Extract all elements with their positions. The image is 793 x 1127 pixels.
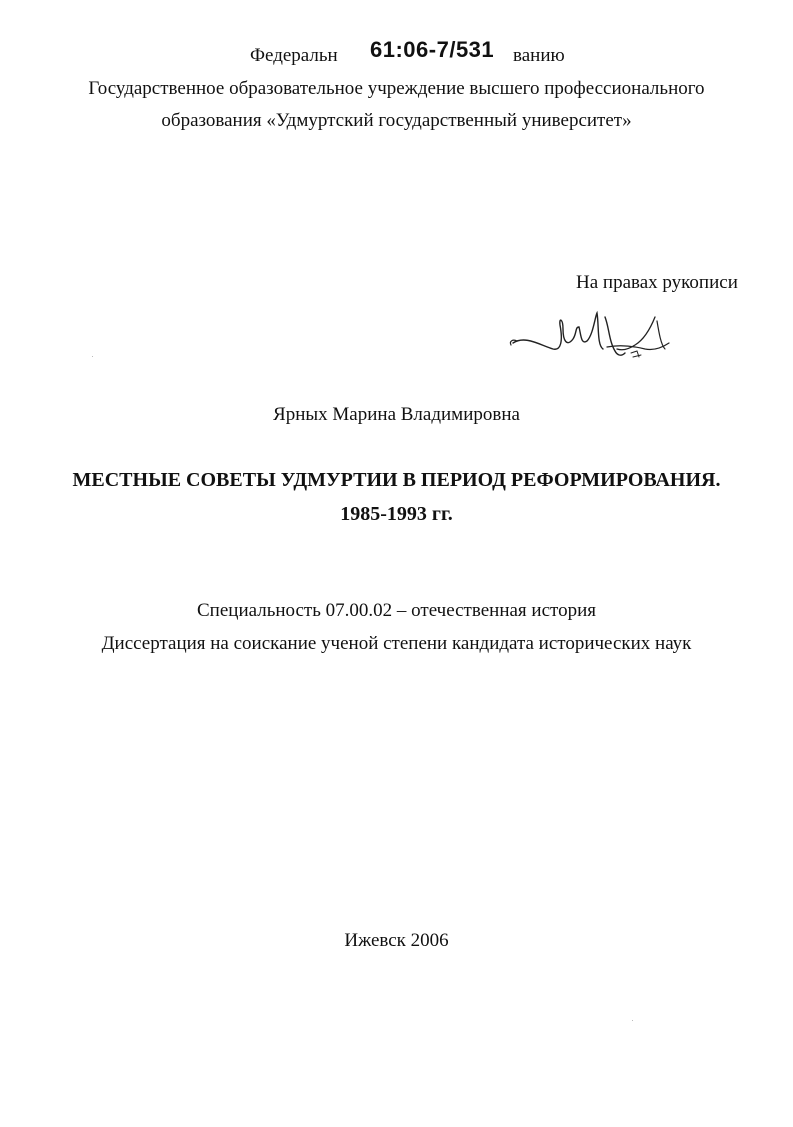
dissertation-title-line-1: МЕСТНЫЕ СОВЕТЫ УДМУРТИИ В ПЕРИОД РЕФОРМИРОВАНИЯ. — [72, 469, 721, 491]
handwritten-signature — [505, 305, 680, 365]
degree-line: Диссертация на соискание ученой степени кандидата исторических наук — [101, 633, 692, 654]
dissertation-title-line-2: 1985-1993 гг. — [340, 503, 453, 525]
scan-speck — [632, 1020, 633, 1021]
institution-line-1: Государственное образовательное учреждение высшего профессионального — [88, 78, 705, 99]
specialty-line: Специальность 07.00.02 – отечественная история — [197, 600, 596, 621]
archive-stamp: 61:06-7/531 — [370, 37, 495, 62]
scan-speck — [92, 356, 93, 357]
header-ministry-left: Федеральн — [250, 45, 338, 66]
author-name: Ярных Марина Владимировна — [273, 404, 520, 425]
place-year: Ижевск 2006 — [344, 930, 449, 951]
header-ministry-right: ванию — [513, 45, 565, 66]
institution-line-2: образования «Удмуртский государственный университет» — [161, 110, 632, 131]
rights-note: На правах рукописи — [576, 272, 738, 293]
